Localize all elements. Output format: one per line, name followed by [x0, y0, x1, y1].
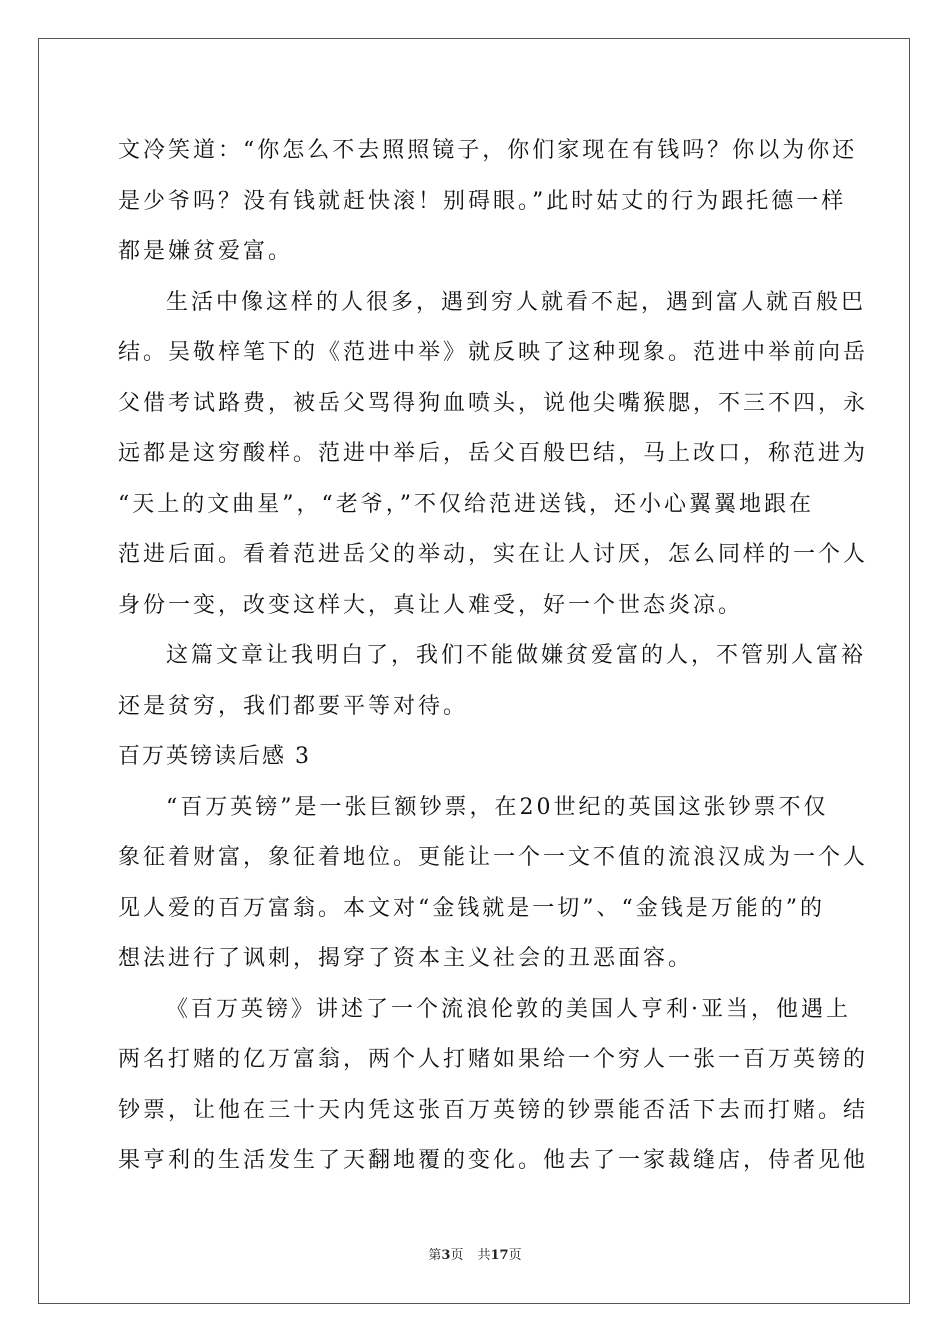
page-footer — [0, 1244, 950, 1263]
text-line: 生活中像这样的人很多，遇到穷人就看不起，遇到富人就百般巴 — [166, 289, 867, 315]
document-body — [118, 126, 869, 1187]
paragraph-3 — [118, 631, 867, 732]
text-line: 范进后面。看着范进岳父的举动，实在让人讨厌，怎么同样的一个人 — [118, 542, 869, 567]
text-line: “百万英镑”是一张巨额钞票，在20世纪的英国这张钞票不仅 — [166, 794, 829, 820]
total-pages: 17 — [490, 1248, 509, 1263]
text-line: 都是嫌贫爱富。 — [118, 239, 294, 264]
text-line: 是少爷吗？没有钱就赶快滚！别碍眼。”此时姑丈的行为跟托德一样 — [118, 188, 847, 214]
text-line: 见人爱的百万富翁。本文对“金钱就是一切”、“金钱是万能的”的 — [118, 895, 825, 921]
text-line: 父借考试路费，被岳父骂得狗血喷头，说他尖嘴猴腮，不三不四，永 — [118, 390, 869, 416]
total-prefix: 共 — [477, 1248, 491, 1263]
paragraph-4 — [118, 783, 869, 985]
text-line: 果亨利的生活发生了天翻地覆的变化。他去了一家裁缝店，侍者见他 — [118, 1148, 869, 1173]
text-line: 象征着财富，象征着地位。更能让一个一文不值的流浪汉成为一个人 — [118, 845, 869, 870]
text-line: “天上的文曲星”，“老爷，”不仅给范进送钱，还小心翼翼地跟在 — [118, 491, 814, 517]
text-line: 这篇文章让我明白了，我们不能做嫌贫爱富的人，不管别人富裕 — [166, 643, 867, 668]
total-suffix: 页 — [508, 1248, 522, 1263]
page-prefix: 第 — [428, 1248, 442, 1263]
text-line: 身份一变，改变这样大，真让人难受，好一个世态炎凉。 — [118, 592, 744, 618]
page-number: 3 — [441, 1248, 451, 1263]
text-line: 钞票，让他在三十天内凭这张百万英镑的钞票能否活下去而打赌。结 — [118, 1097, 869, 1123]
paragraph-5 — [118, 985, 869, 1187]
text-line: 文冷笑道：“你怎么不去照照镜子，你们家现在有钱吗？你以为你还 — [118, 138, 858, 163]
section-title: 百万英镑读后感 3 — [118, 744, 311, 769]
text-line: 两名打赌的亿万富翁，两个人打赌如果给一个穷人一张一百万英镑的 — [118, 1047, 869, 1072]
text-line: 还是贫穷，我们都要平等对待。 — [118, 693, 469, 719]
paragraph-2 — [118, 278, 869, 632]
paragraph-1 — [118, 126, 858, 278]
text-line: 远都是这穷酸样。范进中举后，岳父百般巴结，马上改口，称范进为 — [118, 441, 869, 466]
text-line: 结。吴敬梓笔下的《范进中举》就反映了这种现象。范进中举前向岳 — [118, 340, 869, 365]
text-line: 《百万英镑》讲述了一个流浪伦敦的美国人亨利·亚当，他遇上 — [166, 996, 851, 1022]
page-suffix: 页 — [450, 1248, 464, 1263]
text-line: 想法进行了讽刺，揭穿了资本主义社会的丑恶面容。 — [118, 946, 694, 971]
